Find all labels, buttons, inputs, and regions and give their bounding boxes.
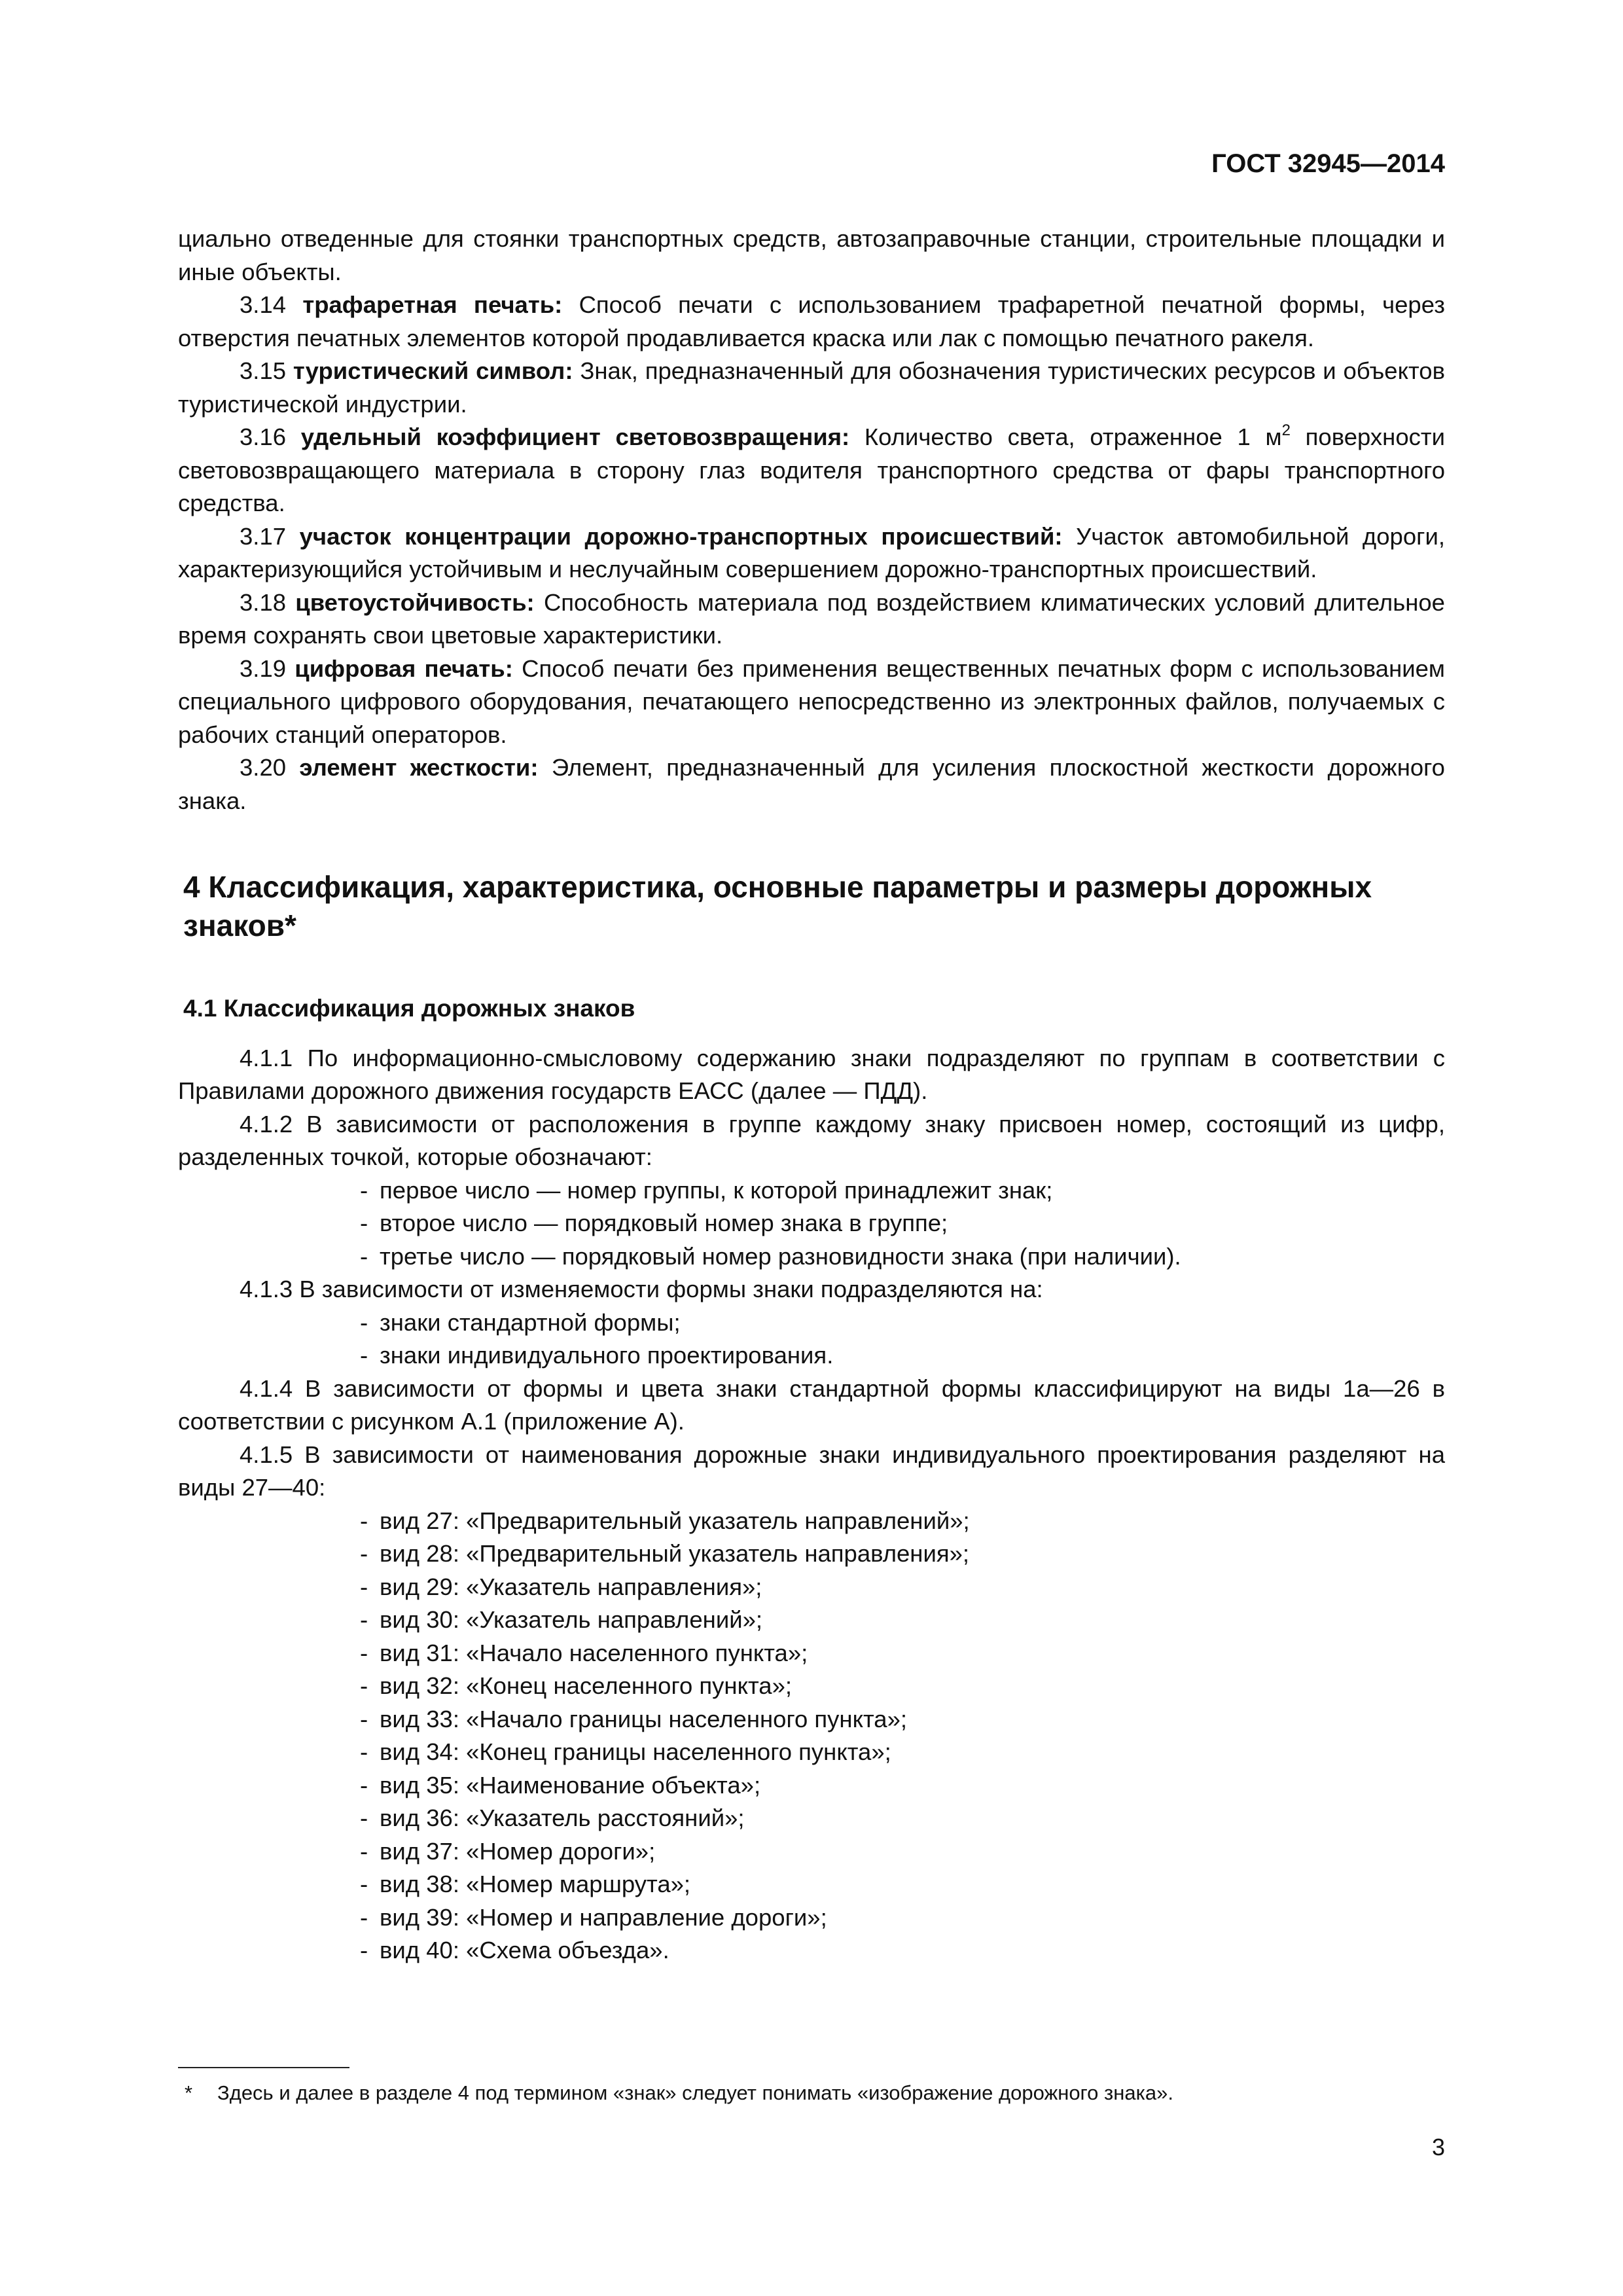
list-dash: - (360, 1937, 368, 1964)
list-dash: - (360, 1903, 368, 1931)
intro-continuation: циально отведенные для стоянки транспортных средств, автозаправочные станции, строительные площадки и иные объекты. (178, 225, 1445, 285)
list-item: - вид 27: «Предварительный указатель направлений»; (178, 1505, 1445, 1538)
list-dash: - (360, 1308, 368, 1336)
definition-term: удельный коэффициент световозвращения: (300, 423, 850, 450)
definition-3-18: 3.18 цветоустойчивость: Способность материала под воздействием климатических условий длительное время сохранять свои цветовые характеристики. (178, 588, 1445, 649)
list-item: - знаки стандартной формы; (178, 1306, 1445, 1340)
paragraph-4-1-4: 4.1.4 В зависимости от формы и цвета знаки стандартной формы классифицируют на виды 1а—26 в соответствии с рисунком А.1 (приложение А). (178, 1374, 1445, 1435)
footnote-text: Здесь и далее в разделе 4 под термином «знак» следует понимать «изображение дорожного знака». (217, 2081, 1173, 2104)
list-dash: - (360, 1342, 368, 1369)
document-code: ГОСТ 32945—2014 (1211, 149, 1445, 178)
list-4-1-2 (178, 1174, 1445, 1274)
definition-term: участок концентрации дорожно-транспортных происшествий: (299, 522, 1063, 550)
paragraph-4-1-3: 4.1.3 В зависимости от изменяемости формы знаки подразделяются на: (240, 1276, 1043, 1302)
list-item: - вид 34: «Конец границы населенного пункта»; (178, 1736, 1445, 1769)
list-dash: - (360, 1738, 368, 1765)
list-dash: - (360, 1573, 368, 1600)
list-item: - вид 39: «Номер и направление дороги»; (178, 1901, 1445, 1935)
list-4-1-3 (178, 1306, 1445, 1372)
definition-3-15: 3.15 туристический символ: Знак, предназначенный для обозначения туристических ресурсов и объектов туристической индустрии. (178, 357, 1445, 418)
list-4-1-5 (178, 1505, 1445, 1967)
definition-term: трафаретная печать: (302, 291, 563, 318)
list-item: - вид 37: «Номер дороги»; (178, 1835, 1445, 1869)
definition-3-14: 3.14 трафаретная печать: Способ печати с использованием трафаретной печатной формы, через отверстия печатных элементов которой продавливается краска или лак с помощью печатного ракеля. (178, 291, 1445, 351)
list-dash: - (360, 1606, 368, 1633)
list-dash: - (360, 1242, 368, 1270)
definition-3-19: 3.19 цифровая печать: Способ печати без применения вещественных печатных форм с использованием специального цифрового оборудования, печатающего непосредственно из электронных файлов, получаемых с рабочих станций операторов. (178, 655, 1446, 748)
definition-term: элемент жесткости: (299, 754, 539, 781)
list-dash: - (360, 1871, 368, 1897)
list-item: - знаки индивидуального проектирования. (178, 1339, 1445, 1372)
section-4-heading: 4 Классификация, характеристика, основные параметры и размеры дорожных знаков* (183, 870, 1372, 942)
superscript-2: 2 (1281, 421, 1291, 439)
list-item: - вид 31: «Начало населенного пункта»; (178, 1637, 1445, 1670)
list-dash: - (360, 1507, 368, 1534)
definition-3-16: 3.16 удельный коэффициент световозвращения: Количество света, отраженное 1 $м^2$ поверхности световозвращающего материала в сторону глаз водителя транспортного средства от фары транспортного средства. (178, 421, 1445, 516)
list-item: - вид 40: «Схема объезда». (178, 1934, 1445, 1967)
paragraph-4-1-2: 4.1.2 В зависимости от расположения в группе каждому знаку присвоен номер, состоящий из цифр, разделенных точкой, которые обозначают: (178, 1110, 1445, 1170)
footnote-divider (178, 2067, 349, 2068)
list-dash: - (360, 1705, 368, 1732)
list-item: - вид 35: «Наименование объекта»; (178, 1769, 1445, 1803)
list-dash: - (360, 1210, 368, 1236)
list-item: - вид 33: «Начало границы населенного пункта»; (178, 1703, 1445, 1736)
page-content (178, 223, 1445, 1967)
paragraph-4-1-5: 4.1.5 В зависимости от наименования дорожные знаки индивидуального проектирования разделяют на виды 27—40: (178, 1441, 1445, 1501)
paragraph-4-1-1: 4.1.1 По информационно-смысловому содержанию знаки подразделяют по группам в соответствии с Правилами дорожного движения государств ЕАСС (далее — ПДД). (178, 1044, 1445, 1104)
definition-3-17: 3.17 участок концентрации дорожно-транспортных происшествий: Участок автомобильной дороги, характеризующийся устойчивым и неслучайным совершением дорожно-транспортных происшествий. (178, 522, 1445, 583)
definition-term: цветоустойчивость: (295, 588, 535, 616)
list-dash: - (360, 1804, 368, 1831)
footnote (178, 2080, 1445, 2106)
list-item: - вид 30: «Указатель направлений»; (178, 1604, 1445, 1637)
list-item: - второе число — порядковый номер знака в группе; (178, 1207, 1445, 1240)
footnote-marker: * (185, 2081, 193, 2104)
definition-term: цифровая печать: (294, 655, 513, 682)
list-item: - вид 29: «Указатель направления»; (178, 1571, 1445, 1604)
list-item: - вид 32: «Конец населенного пункта»; (178, 1670, 1445, 1703)
page-number: 3 (1431, 2134, 1445, 2161)
list-item: - вид 36: «Указатель расстояний»; (178, 1802, 1445, 1835)
list-item: - вид 28: «Предварительный указатель направления»; (178, 1537, 1445, 1571)
list-dash: - (360, 1771, 368, 1799)
definition-3-20: 3.20 элемент жесткости: Элемент, предназначенный для усиления плоскостной жесткости дорожного знака. (178, 754, 1445, 814)
list-dash: - (360, 1639, 368, 1666)
definition-term: туристический символ: (293, 357, 573, 384)
list-dash: - (360, 1837, 368, 1865)
list-item: - первое число — номер группы, к которой принадлежит знак; (178, 1174, 1445, 1208)
list-dash: - (360, 1672, 368, 1699)
list-item: - вид 38: «Номер маршрута»; (178, 1868, 1445, 1901)
list-dash: - (360, 1176, 368, 1204)
list-item: - третье число — порядковый номер разновидности знака (при наличии). (178, 1240, 1445, 1274)
list-dash: - (360, 1540, 368, 1567)
subsection-4-1-heading: 4.1 Классификация дорожных знаков (183, 995, 635, 1022)
